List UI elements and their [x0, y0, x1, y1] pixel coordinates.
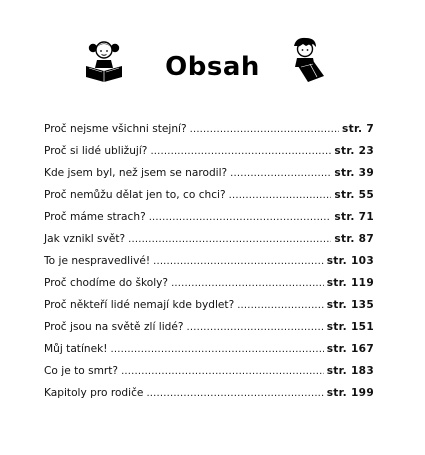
toc-entry-title: Proč chodíme do školy?: [44, 277, 169, 289]
toc-entry[interactable]: [44, 387, 374, 409]
toc-entry-page: str. 71: [334, 211, 374, 223]
dot-leader: [171, 278, 324, 289]
toc-entry[interactable]: [44, 365, 374, 387]
toc-entry-page: str. 23: [334, 145, 374, 157]
toc-entry-page: str. 103: [326, 255, 374, 267]
toc-entry-page: str. 199: [326, 387, 374, 399]
dot-leader: [121, 366, 324, 377]
toc-entry-title: Můj tatínek!: [44, 343, 108, 355]
toc-entry-title: Co je to smrt?: [44, 365, 119, 377]
toc-entry-page: str. 135: [326, 299, 374, 311]
toc-entry-title: Proč máme strach?: [44, 211, 146, 223]
toc-entry-title: Proč nemůžu dělat jen to, co chci?: [44, 189, 226, 201]
dot-leader: [230, 168, 331, 179]
toc-entry-page: str. 183: [326, 365, 374, 377]
toc-entry-title: Jak vznikl svět?: [44, 233, 126, 245]
toc-entry-page: str. 7: [342, 123, 374, 135]
toc-entry-title: Proč si lidé ubližují?: [44, 145, 148, 157]
dot-leader: [150, 146, 331, 157]
toc-entry[interactable]: [44, 123, 374, 145]
dot-leader: [153, 256, 324, 267]
toc-entry[interactable]: [44, 189, 374, 211]
toc-entry[interactable]: [44, 233, 374, 255]
dot-leader: [146, 388, 323, 399]
dot-leader: [111, 344, 324, 355]
toc-entry-title: Proč někteří lidé nemají kde bydlet?: [44, 299, 235, 311]
toc-entry-title: To je nespravedlivé!: [44, 255, 151, 267]
toc-entry-title: Kde jsem byl, než jsem se narodil?: [44, 167, 228, 179]
toc-entry-page: str. 119: [326, 277, 374, 289]
toc-entry-page: str. 55: [334, 189, 374, 201]
dot-leader: [149, 212, 332, 223]
toc-entry-title: Kapitoly pro rodiče: [44, 387, 144, 399]
toc-entry[interactable]: [44, 145, 374, 167]
toc-entry[interactable]: [44, 299, 374, 321]
dot-leader: [237, 300, 323, 311]
dot-leader: [229, 190, 332, 201]
toc-entry[interactable]: [44, 211, 374, 233]
toc-entry-title: Proč jsou na světě zlí lidé?: [44, 321, 184, 333]
page-title: Obsah: [165, 52, 260, 82]
toc-entry[interactable]: [44, 167, 374, 189]
toc-entry-page: str. 167: [326, 343, 374, 355]
boy-reading-icon: [284, 36, 330, 86]
toc-entry-page: str. 39: [334, 167, 374, 179]
dot-leader: [187, 322, 324, 333]
dot-leader: [190, 124, 339, 135]
dot-leader: [128, 234, 331, 245]
toc-entry[interactable]: [44, 255, 374, 277]
table-of-contents: [44, 123, 374, 409]
toc-entry[interactable]: [44, 343, 374, 365]
toc-entry-title: Proč nejsme všichni stejní?: [44, 123, 187, 135]
toc-entry-page: str. 87: [334, 233, 374, 245]
toc-entry-page: str. 151: [326, 321, 374, 333]
toc-entry[interactable]: [44, 277, 374, 299]
toc-entry[interactable]: [44, 321, 374, 343]
